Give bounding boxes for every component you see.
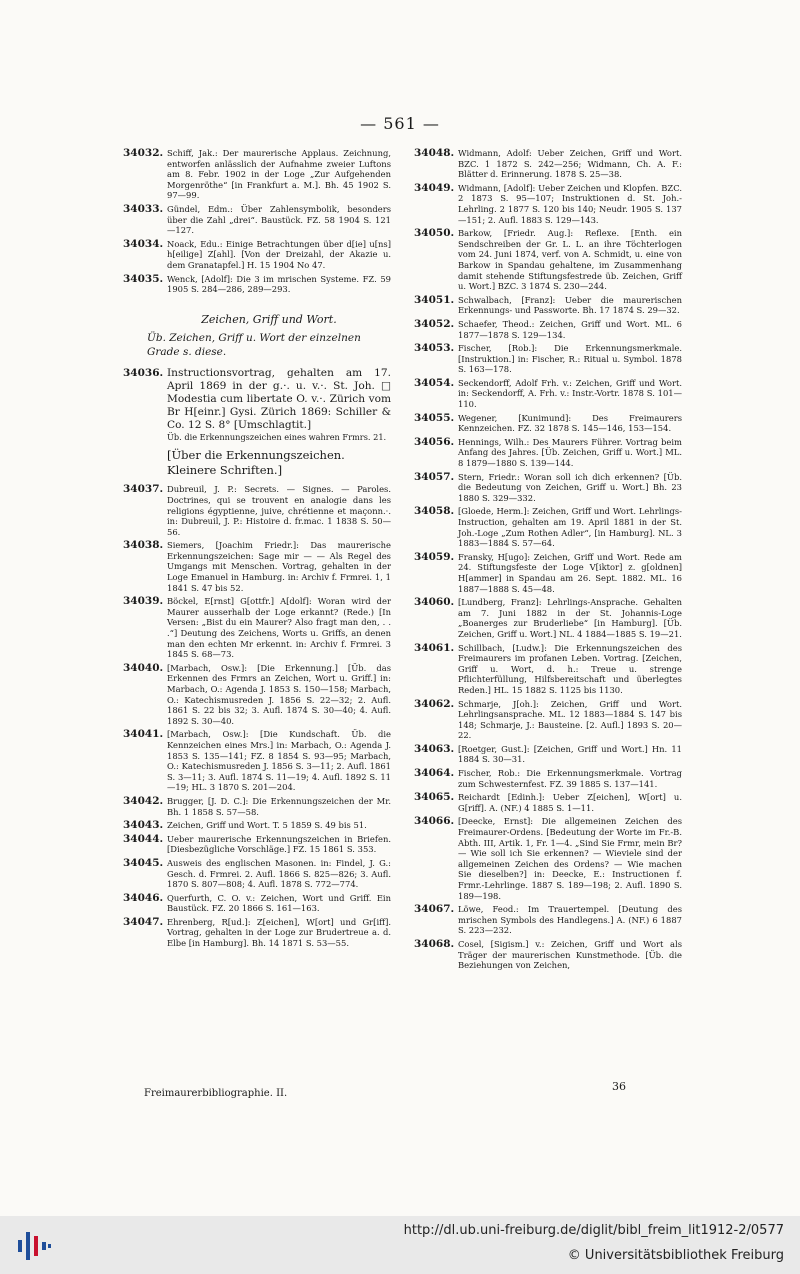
entry-text: Barkow, [Friedr. Aug.]: Reflexe. [Enth. ein Sendschreiben der Gr. L. L. an ihre Töchterlogen vom 24. Juni 1874, verf. von A. Schmidt, u. eine von Barkow in Spandau gehaltene, im Zusammenhang damit stehende Stiftungsfestrede üb. Zeichen, Griff u. Wort.] BZC. 3 1874 S. 230—244. <box>458 228 682 292</box>
entry-text: [Deecke, Ernst]: Die allgemeinen Zeichen des Freimaurer-Ordens. [Bedeutung der Worte im Fr.-B. Abth. III, Artik. 1, Fr. 1—4. „Sind Sie Frmr, mein Br? — Wie soll ich Sie erkennen? — Wieviele sind der allgemeinen Zeichen des Ordens? — Wie machen Sie dieselben?] in: Deecke, E.: Instructionen f. Frmr.-Lehrlinge. 1887 S. 189—198; 2. Aufl. 1890 S. 189—198. <box>458 816 682 901</box>
bib-entry <box>414 148 682 180</box>
entry-number: 34035. <box>123 272 164 285</box>
entry-text: Löwe, Feod.: Im Trauertempel. [Deutung des mrischen Symbols des Handlegens.] A. (NF.) 6 1887 S. 223—232. <box>458 904 682 936</box>
bib-entry <box>123 858 391 890</box>
signature-mark: 36 <box>612 1080 626 1093</box>
entry-text: Ueber maurerische Erkennungszeichen in Briefen. [Diesbezügliche Vorschläge.] FZ. 15 1861 S. 353. <box>167 833 391 855</box>
entry-text: [Roetger, Gust.]: [Zeichen, Griff und Wort.] Hn. 11 1884 S. 30—31. <box>458 743 682 765</box>
page-url-link[interactable]: http://dl.ub.uni-freiburg.de/diglit/bibl_freim_lit1912-2/0577 <box>403 1223 784 1238</box>
entry-text: [Marbach, Osw.]: [Die Erkennung.] [Üb. das Erkennen des Frmrs an Zeichen, Wort u. Griff.] in: Marbach, O.: Agenda J. 1853 S. 150—158; Marbach, O.: Katechismusreden J. 1856 S. 22—32; 2. Aufl. 1861 S. 22 bis 32; 3. Aufl. 1874 S. 30—40; 4. Aufl. 1892 S. 30—40. <box>167 662 391 726</box>
bib-entry <box>123 274 391 295</box>
bib-entry-featured <box>123 367 391 442</box>
entry-text: Schwalbach, [Franz]: Ueber die maurerischen Erkennungs- und Passworte. Bh. 17 1874 S. 29—32. <box>458 294 682 316</box>
bib-entry <box>123 834 391 855</box>
entry-text: Widmann, Adolf: Ueber Zeichen, Griff und Wort. BZC. 1 1872 S. 242—256; Widmann, Ch. A. F.: Blätter d. Erinnerung. 1878 S. 25—38. <box>458 148 682 180</box>
sub-heading: [Über die Erkennungszeichen. Kleinere Schriften.] <box>167 448 345 478</box>
entry-number: 34033. <box>123 202 164 215</box>
bib-entry <box>414 744 682 765</box>
entry-text: Wegener, [Kunimund]: Des Freimaurers Kennzeichen. FZ. 32 1878 S. 145—146, 153—154. <box>458 412 682 434</box>
entry-text: [Gloede, Herm.]: Zeichen, Griff und Wort. Lehrlings-Instruction, gehalten am 19. April 1881 in der St. Joh.-Loge „Zum Rothen Adler“, [in Hamburg]. NL. 3 1883—1884 S. 57—64. <box>458 506 682 549</box>
entry-number: 34055. <box>414 411 455 424</box>
entry-number: 34052. <box>414 317 455 330</box>
bib-entry <box>414 904 682 936</box>
entry-text: Schmarje, J[oh.]: Zeichen, Griff und Wort. Lehrlingsansprache. ML. 12 1883—1884 S. 147 bis 148; Schmarje, J.: Bausteine. [2. Aufl.] 1893 S. 20—22. <box>458 698 682 741</box>
entry-text: Schillbach, [Ludw.]: Die Erkennungszeichen des Freimaurers im profanen Leben. Vortrag. [Zeichen, Griff u. Wort, d. h.: Treue u. strenge Pflichterfüllung, Hilfsbereitschaft und überlegtes Reden.] HL. 15 1882 S. 1125 bis 1130. <box>458 642 682 695</box>
bib-entry <box>123 204 391 236</box>
bib-entry <box>414 183 682 225</box>
bib-entry <box>414 792 682 813</box>
bib-entry <box>123 540 391 593</box>
bib-entry <box>414 413 682 434</box>
entry-number: 34066. <box>414 815 455 828</box>
entry-number: 34043. <box>123 819 164 832</box>
bib-entry <box>123 484 391 537</box>
entry-number: 34046. <box>123 891 164 904</box>
entry-number: 34036. <box>123 367 164 380</box>
entry-text: Siemers, [Joachim Friedr.]: Das maurerische Erkennungszeichen: Sage mir — — Als Regel des Umgangs mit Menschen. Vortrag, gehalten in der Loge Emanuel in Hamburg. in: Archiv f. Frmrei. 1, 1 1841 S. 47 bis 52. <box>167 540 391 593</box>
entry-subnote: Üb. die Erkennungszeichen eines wahren Frmrs. 21. <box>167 432 387 443</box>
bib-entry <box>414 228 682 292</box>
entry-text: Ausweis des englischen Masonen. in: Findel, J. G.: Gesch. d. Frmrei. 2. Aufl. 1866 S. 825—826; 3. Aufl. 1870 S. 807—808; 4. Aufl. 1878 S. 772—774. <box>167 857 391 890</box>
entry-number: 34049. <box>414 181 455 194</box>
entry-number: 34051. <box>414 293 455 306</box>
entry-text: Widmann, [Adolf]: Ueber Zeichen und Klopfen. BZC. 2 1873 S. 95—107; Instruktionen d. St. Joh.-Lehrling. 2 1877 S. 120 bis 140; Neudr. 1905 S. 137—151; 2. Aufl. 1883 S. 129—143. <box>458 182 682 225</box>
entry-text: [Lundberg, Franz]: Lehrlings-Ansprache. Gehalten am 7. Juni 1882 in der St. Johannis-Loge „Boanerges zur Bruderliebe“ [in Hamburg]. [Üb. Zeichen, Griff u. Wort.] NL. 4 1884—1885 S. 19—21. <box>458 597 682 639</box>
left-column <box>123 148 391 952</box>
bib-entry <box>123 596 391 660</box>
entry-text: Wenck, [Adolf]: Die 3 im mrischen Systeme. FZ. 59 1905 S. 284—286, 289—293. <box>167 273 391 295</box>
entry-text: Cosel, [Sigism.] v.: Zeichen, Griff und Wort als Träger der maurerischen Kunstmethode. [Üb. die Beziehungen von Zeichen, <box>458 938 682 971</box>
footer-title: Freimaurerbibliographie. II. <box>144 1088 288 1099</box>
entry-number: 34067. <box>414 903 455 916</box>
bib-entry <box>123 820 391 831</box>
bib-entry <box>414 816 682 901</box>
entry-number: 34037. <box>123 483 164 496</box>
entry-number: 34050. <box>414 227 455 240</box>
entry-text: Schiff, Jak.: Der maurerische Applaus. Zeichnung, entworfen anlässlich der Aufnahme zweier Luftons am 8. Febr. 1902 in der Loge „Zur Aufgehenden Morgenröthe“ [in Frankfurt a. M.]. Bh. 45 1902 S. 97—99. <box>167 148 391 201</box>
entry-number: 34038. <box>123 539 164 552</box>
entry-number: 34064. <box>414 767 455 780</box>
bib-entry <box>414 437 682 469</box>
bib-entry <box>123 663 391 727</box>
entry-number: 34065. <box>414 791 455 804</box>
viewer-footer-bar <box>0 1216 800 1274</box>
bib-entry <box>123 796 391 817</box>
entry-number: 34045. <box>123 856 164 869</box>
entry-number: 34058. <box>414 505 455 518</box>
entry-text: Reichardt [Edinh.]: Ueber Z[eichen], W[ort] u. G[riff]. A. (NF.) 4 1885 S. 1—11. <box>458 792 682 813</box>
entry-number: 34060. <box>414 596 455 609</box>
entry-text: Böckel, E[rnst] G[ottfr.] A[dolf]: Woran wird der Maurer ausserhalb der Loge erkannt? (Rede.) [In Versen: „Bist du ein Maurer? Also fragt man den, . . .“] Deutung des Zeichens, Worts u. Griffs, an denen man den echten Mr erkennt. in: Archiv f. Frmrei. 3 1845 S. 68—73. <box>167 596 391 660</box>
entry-text: Dubreuil, J. P.: Secrets. — Signes. — Paroles. Doctrines, qui se trouvent en analogie dans les religions égyptienne, juive, chrétienne et maçonn.·. in: Dubreuil, J. P.: Histoire d. fr.mac. 1 1838 S. 50—56. <box>167 484 391 537</box>
bib-entry <box>123 148 391 201</box>
entry-number: 34047. <box>123 915 164 928</box>
bib-entry <box>414 378 682 410</box>
bib-entry <box>414 319 682 340</box>
library-logo-icon <box>14 1226 54 1266</box>
entry-text: Gündel, Edm.: Über Zahlensymbolik, besonders über die Zahl „drei“. Baustück. FZ. 58 1904 S. 121—127. <box>167 203 391 236</box>
entry-number: 34068. <box>414 937 455 950</box>
bib-entry <box>123 893 391 914</box>
entry-number: 34034. <box>123 237 164 250</box>
bib-entry <box>414 768 682 789</box>
page-number: — 561 — <box>360 114 440 133</box>
entry-text: Fransky, H[ugo]: Zeichen, Griff und Wort. Rede am 24. Stiftungsfeste der Loge V[iktor] z. g[oldnen] H[ammer] in Spandau am 26. Sept. 1882. ML. 16 1887—1888 S. 45—48. <box>458 551 682 594</box>
bib-entry <box>123 239 391 271</box>
right-column <box>414 148 682 974</box>
entry-number: 34039. <box>123 595 164 608</box>
entry-text: Querfurth, C. O. v.: Zeichen, Wort und Griff. Ein Baustück. FZ. 20 1866 S. 161—163. <box>167 892 391 914</box>
entry-text: Brugger, [J. D. C.]: Die Erkennungszeichen der Mr. Bh. 1 1858 S. 57—58. <box>167 795 391 817</box>
entry-text: Schaefer, Theod.: Zeichen, Griff und Wort. ML. 6 1877—1878 S. 129—134. <box>458 318 682 340</box>
entry-number: 34032. <box>123 147 164 159</box>
bib-entry <box>414 506 682 548</box>
entry-text: Fischer, [Rob.]: Die Erkennungsmerkmale. [Instruktion.] in: Fischer, R.: Ritual u. Symbol. 1878 S. 163—178. <box>458 343 682 375</box>
entry-number: 34061. <box>414 641 455 654</box>
bib-entry <box>414 643 682 696</box>
entry-text: Hennings, Wilh.: Des Maurers Führer. Vortrag beim Anfang des Jahres. [Üb. Zeichen, Griff u. Wort.] ML. 8 1879—1880 S. 139—144. <box>458 436 682 469</box>
entry-number: 34044. <box>123 832 164 845</box>
entry-number: 34041. <box>123 728 164 741</box>
bib-entry <box>123 917 391 949</box>
entry-number: 34057. <box>414 470 455 483</box>
entry-number: 34040. <box>123 661 164 674</box>
entry-number: 34056. <box>414 435 455 448</box>
bib-entry <box>414 472 682 504</box>
bib-entry <box>414 939 682 971</box>
entry-text: Fischer, Rob.: Die Erkennungsmerkmale. Vortrag zum Schwesternfest. FZ. 39 1885 S. 137—141. <box>458 768 682 789</box>
entry-text: [Marbach, Osw.]: [Die Kundschaft. Üb. die Kennzeichen eines Mrs.] in: Marbach, O.: Agenda J. 1853 S. 135—141; FZ. 8 1854 S. 93—95; Marbach, O.: Katechismusreden J. 1856 S. 3—11; 2. Aufl. 1861 S. 3—11; 3. Aufl. 1874 S. 11—19; 4. Aufl. 1892 S. 11—19; HL. 3 1870 S. 201—204. <box>167 729 391 793</box>
entry-text: Instructionsvortrag, gehalten am 17. April 1869 in der g.·. u. v.·. St. Joh. □ Modestia cum libertate O. v.·. Zürich vom Br H[einr.] Gysi. Zürich 1869: Schiller & Co. 12 S. 8° [Umschlagtit.] <box>167 367 391 432</box>
entry-text: Noack, Edu.: Einige Betrachtungen über d[ie] u[ns] h[eilige] Z[ahl]. [Von der Dreizahl, der Akazie u. dem Granatapfel.] H. 15 1904 No 47. <box>167 238 391 270</box>
entry-number: 34062. <box>414 697 455 710</box>
entry-number: 34053. <box>414 342 455 355</box>
entry-text: Seckendorff, Adolf Frh. v.: Zeichen, Griff und Wort. in: Seckendorff, A. Frh. v.: Instr.-Vortr. 1878 S. 101—110. <box>458 377 682 410</box>
entry-number: 34054. <box>414 376 455 389</box>
section-heading: Zeichen, Griff und Wort. <box>201 312 337 326</box>
bib-entry <box>414 343 682 375</box>
bib-entry <box>414 552 682 594</box>
entry-text: Stern, Friedr.: Woran soll ich dich erkennen? [Üb. die Bedeutung von Zeichen, Griff u. Wort.] Bh. 23 1880 S. 329—332. <box>458 471 682 503</box>
entry-number: 34063. <box>414 742 455 755</box>
bib-entry <box>123 729 391 793</box>
entry-number: 34042. <box>123 794 164 807</box>
bib-entry <box>414 699 682 741</box>
copyright-text: © Universitätsbibliothek Freiburg <box>567 1248 784 1263</box>
entry-text: Ehrenberg, R[ud.]: Z[eichen], W[ort] und Gr[iff]. Vortrag, gehalten in der Loge zur Brudertreue a. d. Elbe [in Hamburg]. Bh. 14 1871 S. 53—55. <box>167 916 391 949</box>
section-note: Üb. Zeichen, Griff u. Wort der einzelnen Grade s. diese. <box>147 332 361 359</box>
bib-entry <box>414 295 682 316</box>
bib-entry <box>414 597 682 639</box>
entry-number: 34059. <box>414 550 455 563</box>
entry-number: 34048. <box>414 147 455 159</box>
entry-text: Zeichen, Griff und Wort. T. 5 1859 S. 49 bis 51. <box>167 820 367 831</box>
